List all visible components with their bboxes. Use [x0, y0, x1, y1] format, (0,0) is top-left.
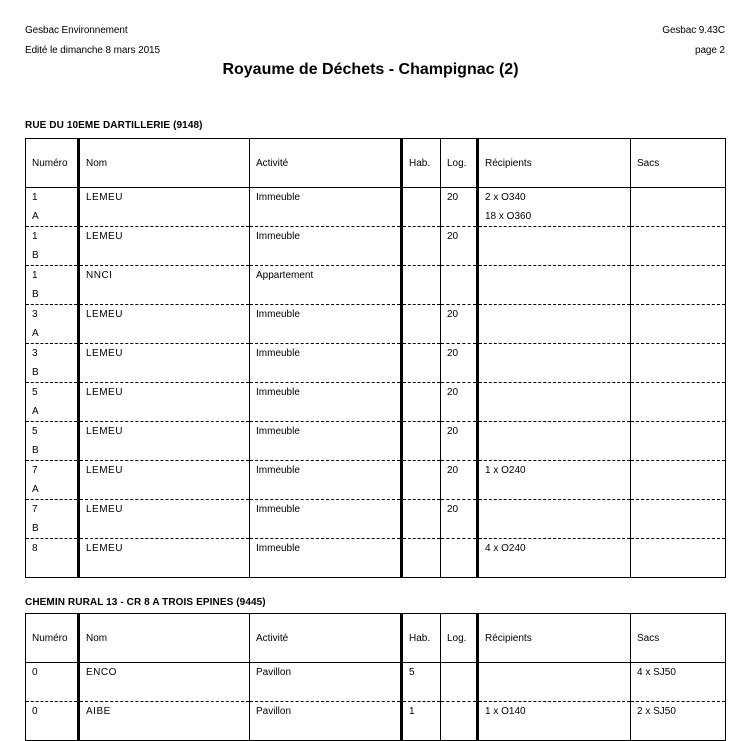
cell-numero: [26, 663, 79, 702]
cell-hab-text: [409, 266, 440, 285]
cell-hab-text: [409, 227, 440, 246]
cell-numero-text: [32, 682, 77, 701]
cell-activite: [250, 461, 402, 500]
cell-recipients: [478, 383, 631, 422]
cell-log: [441, 266, 478, 305]
col-header-recipients: Récipients: [478, 614, 631, 663]
cell-sacs-text: [637, 539, 725, 558]
cell-recipients-text: 18 x O360: [485, 211, 532, 222]
cell-log-text: 20: [447, 504, 459, 515]
cell-hab: [402, 461, 441, 500]
cell-numero-text: 5: [32, 426, 38, 437]
cell-numero-text: A: [32, 406, 39, 417]
cell-recipients: [478, 663, 631, 702]
cell-nom: [79, 305, 250, 344]
cell-nom: [79, 422, 250, 461]
cell-sacs-text: [637, 227, 725, 246]
cell-hab-text: [409, 383, 440, 402]
cell-activite: [250, 227, 402, 266]
section-table: [25, 138, 726, 578]
cell-activite-text: Immeuble: [256, 543, 300, 554]
cell-recipients-text: [485, 383, 630, 402]
cell-numero: [26, 422, 79, 461]
section-table: [25, 613, 726, 741]
table-row: [26, 702, 726, 741]
cell-recipients-text: [485, 266, 630, 285]
cell-numero-text: 0: [32, 667, 38, 678]
cell-log: [441, 702, 478, 741]
cell-sacs: [631, 305, 726, 344]
col-header-activite: Activité: [250, 614, 402, 663]
cell-recipients-text: [485, 344, 630, 363]
cell-log-text: [447, 539, 476, 558]
cell-numero: [26, 227, 79, 266]
cell-sacs-text: [637, 188, 725, 207]
cell-nom-text: LEMEU: [86, 426, 123, 437]
cell-log-text: [447, 663, 476, 682]
cell-recipients: [478, 500, 631, 539]
cell-nom-text: LEMEU: [86, 387, 123, 398]
cell-nom: [79, 539, 250, 578]
cell-recipients-text: 4 x O240: [485, 543, 526, 554]
cell-numero-text: B: [32, 289, 39, 300]
cell-sacs-text: 2 x SJ50: [637, 706, 676, 717]
cell-nom: [79, 500, 250, 539]
cell-sacs: [631, 188, 726, 227]
table-row: [26, 188, 726, 227]
cell-numero: [26, 305, 79, 344]
cell-numero-text: A: [32, 211, 39, 222]
cell-recipients: [478, 539, 631, 578]
cell-hab: [402, 383, 441, 422]
cell-numero: [26, 266, 79, 305]
cell-numero: [26, 702, 79, 741]
cell-activite: [250, 422, 402, 461]
cell-sacs: [631, 702, 726, 741]
cell-recipients-text: [485, 227, 630, 246]
cell-hab-text: [409, 344, 440, 363]
cell-activite-text: Immeuble: [256, 504, 300, 515]
cell-hab-text: [409, 500, 440, 519]
cell-activite-text: Immeuble: [256, 426, 300, 437]
cell-sacs: [631, 227, 726, 266]
cell-sacs-text: [637, 383, 725, 402]
table-row: [26, 461, 726, 500]
col-header-numero: Numéro: [26, 139, 79, 188]
table-row: [26, 227, 726, 266]
cell-sacs: [631, 344, 726, 383]
cell-numero-text: B: [32, 523, 39, 534]
cell-recipients: [478, 227, 631, 266]
cell-activite: [250, 383, 402, 422]
col-header-hab: Hab.: [402, 614, 441, 663]
cell-hab-text: [409, 305, 440, 324]
cell-log-text: 20: [447, 192, 459, 203]
cell-recipients-text: [485, 500, 630, 519]
cell-numero-text: 8: [32, 543, 38, 554]
col-header-log: Log.: [441, 139, 478, 188]
cell-sacs-text: [637, 422, 725, 441]
cell-nom-text: ENCO: [86, 667, 117, 678]
cell-numero: [26, 344, 79, 383]
cell-numero-text: A: [32, 484, 39, 495]
cell-activite-text: Immeuble: [256, 465, 300, 476]
cell-numero-text: 7: [32, 504, 38, 515]
cell-numero-text: 1: [32, 192, 38, 203]
cell-recipients: [478, 461, 631, 500]
cell-sacs: [631, 266, 726, 305]
cell-nom-text: NNCI: [86, 270, 113, 281]
table-header-row: [26, 139, 726, 188]
cell-nom: [79, 266, 250, 305]
cell-recipients: [478, 422, 631, 461]
cell-log-text: 20: [447, 426, 459, 437]
cell-hab: [402, 663, 441, 702]
cell-sacs-text: 4 x SJ50: [637, 667, 676, 678]
cell-hab: [402, 500, 441, 539]
software-version: Gesbac 9.43C: [662, 25, 725, 36]
cell-nom-text: LEMEU: [86, 543, 123, 554]
cell-nom: [79, 188, 250, 227]
cell-recipients: [478, 305, 631, 344]
cell-sacs-text: [637, 500, 725, 519]
cell-hab-text: 5: [409, 667, 415, 678]
cell-recipients-text: [485, 663, 630, 682]
cell-numero-text: [32, 721, 77, 740]
cell-numero: [26, 500, 79, 539]
cell-hab: [402, 702, 441, 741]
col-header-activite: Activité: [250, 139, 402, 188]
cell-hab: [402, 344, 441, 383]
cell-nom-text: LEMEU: [86, 231, 123, 242]
cell-numero: [26, 461, 79, 500]
table-row: [26, 344, 726, 383]
cell-recipients-text: [485, 422, 630, 441]
cell-activite: [250, 188, 402, 227]
cell-nom-text: LEMEU: [86, 192, 123, 203]
cell-hab-text: [409, 422, 440, 441]
section-title: RUE DU 10EME DARTILLERIE (9148): [25, 120, 203, 131]
cell-nom-text: LEMEU: [86, 504, 123, 515]
cell-sacs-text: [637, 344, 725, 363]
col-header-hab: Hab.: [402, 139, 441, 188]
cell-recipients-text: [485, 305, 630, 324]
cell-activite: [250, 539, 402, 578]
cell-activite: [250, 663, 402, 702]
cell-hab-text: [409, 188, 440, 207]
cell-hab: [402, 305, 441, 344]
cell-log-text: 20: [447, 465, 459, 476]
page-number: page 2: [695, 45, 725, 56]
cell-recipients-text: 2 x O340: [485, 192, 526, 203]
cell-hab-text: [409, 539, 440, 558]
cell-numero-text: B: [32, 367, 39, 378]
cell-activite: [250, 344, 402, 383]
cell-log-text: 20: [447, 231, 459, 242]
cell-numero-text: B: [32, 445, 39, 456]
cell-activite-text: Immeuble: [256, 192, 300, 203]
cell-hab: [402, 266, 441, 305]
col-header-recipients: Récipients: [478, 139, 631, 188]
col-header-sacs: Sacs: [631, 139, 726, 188]
cell-hab: [402, 227, 441, 266]
col-header-nom: Nom: [79, 614, 250, 663]
cell-sacs-text: [637, 461, 725, 480]
table-row: [26, 422, 726, 461]
cell-hab: [402, 188, 441, 227]
cell-nom-text: LEMEU: [86, 465, 123, 476]
cell-recipients-text: 1 x O140: [485, 706, 526, 717]
cell-numero-text: [32, 558, 77, 577]
cell-hab-text: [409, 461, 440, 480]
cell-nom: [79, 383, 250, 422]
cell-sacs: [631, 383, 726, 422]
cell-recipients: [478, 266, 631, 305]
cell-numero-text: A: [32, 328, 39, 339]
cell-activite-text: Pavillon: [256, 706, 292, 717]
cell-log: [441, 500, 478, 539]
cell-sacs: [631, 500, 726, 539]
table-header-row: [26, 614, 726, 663]
cell-recipients: [478, 344, 631, 383]
cell-log-text: 20: [447, 309, 459, 320]
edition-date: Edité le dimanche 8 mars 2015: [25, 45, 160, 56]
cell-log-text: [447, 702, 476, 721]
cell-log: [441, 539, 478, 578]
cell-activite: [250, 702, 402, 741]
cell-activite-text: Immeuble: [256, 231, 300, 242]
cell-activite-text: Immeuble: [256, 348, 300, 359]
table-row: [26, 305, 726, 344]
cell-numero-text: 0: [32, 706, 38, 717]
cell-numero-text: 1: [32, 270, 38, 281]
cell-recipients: [478, 188, 631, 227]
cell-log-text: 20: [447, 387, 459, 398]
col-header-numero: Numéro: [26, 614, 79, 663]
cell-log-text: [447, 266, 476, 285]
cell-log: [441, 461, 478, 500]
table-row: [26, 383, 726, 422]
cell-sacs-text: [637, 266, 725, 285]
col-header-nom: Nom: [79, 139, 250, 188]
cell-activite-text: Appartement: [256, 270, 314, 281]
cell-hab: [402, 422, 441, 461]
cell-numero-text: 7: [32, 465, 38, 476]
cell-log: [441, 383, 478, 422]
cell-activite-text: Pavillon: [256, 667, 292, 678]
cell-log: [441, 422, 478, 461]
cell-log-text: 20: [447, 348, 459, 359]
cell-numero: [26, 188, 79, 227]
cell-numero: [26, 539, 79, 578]
cell-numero-text: 1: [32, 231, 38, 242]
table-row: [26, 266, 726, 305]
cell-log: [441, 663, 478, 702]
cell-nom: [79, 702, 250, 741]
cell-recipients-text: 1 x O240: [485, 465, 526, 476]
cell-nom: [79, 663, 250, 702]
cell-sacs: [631, 663, 726, 702]
cell-hab: [402, 539, 441, 578]
cell-numero-text: 3: [32, 309, 38, 320]
cell-log: [441, 305, 478, 344]
cell-nom: [79, 461, 250, 500]
cell-numero-text: B: [32, 250, 39, 261]
cell-activite: [250, 266, 402, 305]
cell-activite: [250, 305, 402, 344]
cell-log: [441, 188, 478, 227]
table-row: [26, 500, 726, 539]
cell-sacs-text: [637, 305, 725, 324]
cell-numero: [26, 383, 79, 422]
col-header-log: Log.: [441, 614, 478, 663]
cell-numero-text: 5: [32, 387, 38, 398]
cell-nom: [79, 227, 250, 266]
cell-activite: [250, 500, 402, 539]
company-name: Gesbac Environnement: [25, 25, 128, 36]
cell-sacs: [631, 422, 726, 461]
cell-numero-text: 3: [32, 348, 38, 359]
cell-log: [441, 227, 478, 266]
cell-sacs: [631, 539, 726, 578]
document-title: Royaume de Déchets - Champignac (2): [222, 61, 519, 78]
cell-log: [441, 344, 478, 383]
section-title: CHEMIN RURAL 13 - CR 8 A TROIS EPINES (9445): [25, 597, 266, 608]
cell-activite-text: Immeuble: [256, 309, 300, 320]
cell-hab-text: 1: [409, 706, 415, 717]
table-row: [26, 663, 726, 702]
cell-nom: [79, 344, 250, 383]
cell-nom-text: LEMEU: [86, 348, 123, 359]
col-header-sacs: Sacs: [631, 614, 726, 663]
table-row: [26, 539, 726, 578]
cell-nom-text: AIBE: [86, 706, 111, 717]
cell-sacs: [631, 461, 726, 500]
cell-activite-text: Immeuble: [256, 387, 300, 398]
cell-nom-text: LEMEU: [86, 309, 123, 320]
cell-recipients: [478, 702, 631, 741]
